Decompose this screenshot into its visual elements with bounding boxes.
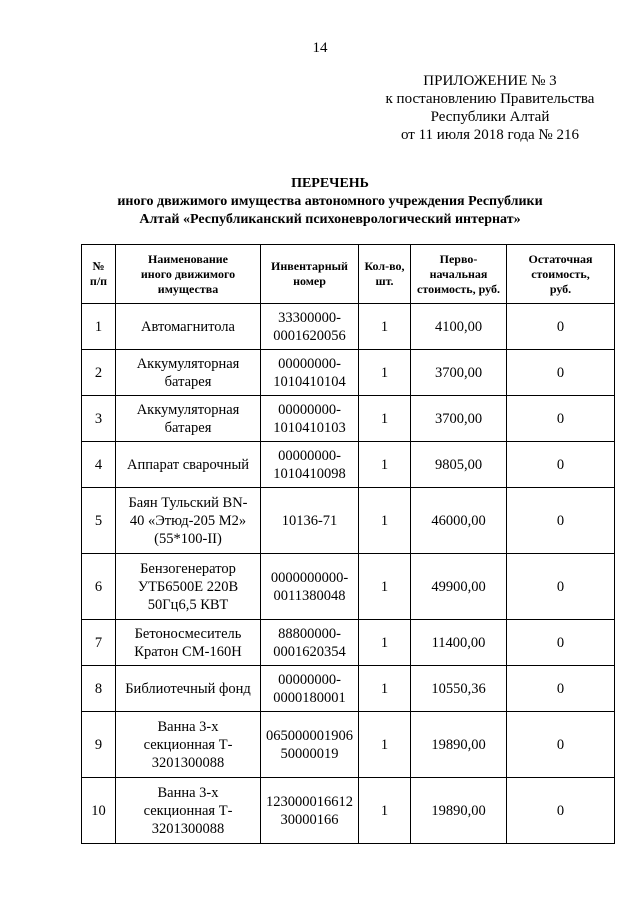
table-row xyxy=(82,396,615,442)
header-text-line: № xyxy=(92,259,105,273)
header-text-line: номер xyxy=(293,274,326,288)
appendix-line-2: к постановлению Правительства xyxy=(385,91,595,107)
title-line-2: Алтай «Республиканский психоневрологический интернат» xyxy=(139,212,521,227)
cell-text-line: Аппарат сварочный xyxy=(127,456,249,473)
cell-text-line: батарея xyxy=(164,419,212,436)
quantity-cell: 1 xyxy=(359,304,411,350)
row-number-cell: 5 xyxy=(82,488,116,554)
cell-text-line: Аккумуляторная xyxy=(136,355,240,372)
header-text-line: Остаточная xyxy=(528,251,593,266)
cell-text-line: 30000166 xyxy=(280,811,339,828)
initial-cost-cell: 3700,00 xyxy=(411,396,507,442)
cell-text-line: секционная Т- xyxy=(143,802,233,819)
table-row xyxy=(82,554,615,620)
table-row xyxy=(82,778,615,844)
row-number-cell: 3 xyxy=(82,396,116,442)
quantity-cell: 1 xyxy=(359,620,411,666)
title-line-1: иного движимого имущества автономного учреждения Республики xyxy=(117,194,543,209)
item-name-cell xyxy=(116,350,261,396)
header-residual-cost xyxy=(507,245,615,304)
cell-text-line: 00000000- xyxy=(278,671,341,688)
header-text-line: имущества xyxy=(157,281,219,296)
table-row xyxy=(82,488,615,554)
cell-text-line: Баян Тульский BN- xyxy=(128,494,248,511)
item-name-cell xyxy=(116,778,261,844)
cell-text-line: 33300000- xyxy=(278,309,341,326)
header-text-line: Инвентарный xyxy=(271,259,348,273)
page-number: 14 xyxy=(312,40,328,56)
header-text-line: Кол-во, xyxy=(364,259,405,273)
quantity-cell: 1 xyxy=(359,666,411,712)
table-row xyxy=(82,620,615,666)
inventory-number-cell xyxy=(261,488,359,554)
initial-cost-cell: 49900,00 xyxy=(411,554,507,620)
header-quantity xyxy=(359,245,411,304)
quantity-cell: 1 xyxy=(359,712,411,778)
item-name-cell xyxy=(116,488,261,554)
inventory-number-cell xyxy=(261,350,359,396)
row-number-cell: 10 xyxy=(82,778,116,844)
header-text-line: руб. xyxy=(549,281,572,296)
appendix-line-1: ПРИЛОЖЕНИЕ № 3 xyxy=(423,73,557,89)
initial-cost-cell: 9805,00 xyxy=(411,442,507,488)
quantity-cell: 1 xyxy=(359,442,411,488)
header-number xyxy=(82,245,116,304)
row-number-cell: 8 xyxy=(82,666,116,712)
cell-text-line: 065000001906 xyxy=(266,727,353,744)
initial-cost-cell: 4100,00 xyxy=(411,304,507,350)
cell-text-line: 00000000- xyxy=(278,355,341,372)
cell-text-line: 0011380048 xyxy=(273,587,346,604)
table-row xyxy=(82,712,615,778)
header-text-line: Наименование xyxy=(148,251,228,266)
inventory-number-cell xyxy=(261,554,359,620)
header-text-line: стоимость, руб. xyxy=(417,281,500,296)
residual-cost-cell: 0 xyxy=(507,554,615,620)
inventory-number-cell xyxy=(261,666,359,712)
cell-text-line: 40 «Этюд-205 М2» xyxy=(129,512,247,529)
table-row xyxy=(82,350,615,396)
residual-cost-cell: 0 xyxy=(507,712,615,778)
table-row xyxy=(82,442,615,488)
row-number-cell: 9 xyxy=(82,712,116,778)
quantity-cell: 1 xyxy=(359,778,411,844)
quantity-cell: 1 xyxy=(359,350,411,396)
residual-cost-cell: 0 xyxy=(507,778,615,844)
table-header-row xyxy=(82,245,615,304)
header-text-line: иного движимого xyxy=(140,266,236,281)
cell-text-line: 123000016612 xyxy=(266,793,353,810)
cell-text-line: батарея xyxy=(164,373,212,390)
cell-text-line: 0000000000- xyxy=(270,569,349,586)
cell-text-line: 88800000- xyxy=(278,625,341,642)
cell-text-line: 0001620056 xyxy=(273,327,346,344)
residual-cost-cell: 0 xyxy=(507,304,615,350)
cell-text-line: 00000000- xyxy=(278,401,341,418)
row-number-cell: 1 xyxy=(82,304,116,350)
appendix-block xyxy=(360,72,620,144)
cell-text-line: 0000180001 xyxy=(273,689,346,706)
inventory-number-cell xyxy=(261,442,359,488)
quantity-cell: 1 xyxy=(359,554,411,620)
quantity-cell: 1 xyxy=(359,488,411,554)
initial-cost-cell: 11400,00 xyxy=(411,620,507,666)
row-number-cell: 6 xyxy=(82,554,116,620)
residual-cost-cell: 0 xyxy=(507,620,615,666)
cell-text-line: (55*100-II) xyxy=(154,530,222,547)
inventory-number-cell xyxy=(261,396,359,442)
cell-text-line: 3201300088 xyxy=(151,754,225,771)
cell-text-line: Бензогенератор xyxy=(140,560,236,577)
item-name-cell xyxy=(116,442,261,488)
cell-text-line: УТБ6500Е 220В xyxy=(137,578,239,595)
property-table xyxy=(81,244,615,844)
item-name-cell xyxy=(116,554,261,620)
header-text-line: начальная xyxy=(429,266,488,281)
initial-cost-cell: 46000,00 xyxy=(411,488,507,554)
cell-text-line: Библиотечный фонд xyxy=(125,680,251,697)
cell-text-line: 1010410104 xyxy=(273,373,346,390)
header-text-line: стоимость, xyxy=(531,266,590,281)
cell-text-line: 10136-71 xyxy=(281,512,338,529)
cell-text-line: 1010410098 xyxy=(273,465,346,482)
inventory-number-cell xyxy=(261,712,359,778)
header-inventory xyxy=(261,245,359,304)
item-name-cell xyxy=(116,666,261,712)
residual-cost-cell: 0 xyxy=(507,396,615,442)
cell-text-line: 50Гц6,5 КВТ xyxy=(147,596,229,613)
title-heading: ПЕРЕЧЕНЬ xyxy=(291,176,369,191)
cell-text-line: Ванна 3-х xyxy=(157,718,219,735)
item-name-cell xyxy=(116,620,261,666)
row-number-cell: 2 xyxy=(82,350,116,396)
row-number-cell: 4 xyxy=(82,442,116,488)
cell-text-line: Аккумуляторная xyxy=(136,401,240,418)
row-number-cell: 7 xyxy=(82,620,116,666)
table-row xyxy=(82,304,615,350)
inventory-number-cell xyxy=(261,620,359,666)
appendix-line-3: Республики Алтай xyxy=(430,109,550,125)
table-row xyxy=(82,666,615,712)
quantity-cell: 1 xyxy=(359,396,411,442)
inventory-number-cell xyxy=(261,304,359,350)
initial-cost-cell: 3700,00 xyxy=(411,350,507,396)
cell-text-line: 0001620354 xyxy=(273,643,346,660)
cell-text-line: 1010410103 xyxy=(273,419,346,436)
header-text-line: п/п xyxy=(89,274,108,288)
residual-cost-cell: 0 xyxy=(507,350,615,396)
header-text-line: Перво- xyxy=(439,251,478,266)
cell-text-line: секционная Т- xyxy=(143,736,233,753)
cell-text-line: Ванна 3-х xyxy=(157,784,219,801)
cell-text-line: Кратон СМ-160Н xyxy=(134,643,242,660)
residual-cost-cell: 0 xyxy=(507,442,615,488)
appendix-line-4: от 11 июля 2018 года № 216 xyxy=(401,127,579,143)
document-title xyxy=(60,175,600,229)
header-text-line: шт. xyxy=(375,274,394,288)
header-name xyxy=(116,245,261,304)
initial-cost-cell: 19890,00 xyxy=(411,712,507,778)
cell-text-line: 3201300088 xyxy=(151,820,225,837)
item-name-cell xyxy=(116,712,261,778)
inventory-number-cell xyxy=(261,778,359,844)
item-name-cell xyxy=(116,396,261,442)
initial-cost-cell: 10550,36 xyxy=(411,666,507,712)
table-body xyxy=(82,304,615,844)
residual-cost-cell: 0 xyxy=(507,666,615,712)
cell-text-line: Автомагнитола xyxy=(141,318,235,335)
cell-text-line: 50000019 xyxy=(280,745,339,762)
header-initial-cost xyxy=(411,245,507,304)
residual-cost-cell: 0 xyxy=(507,488,615,554)
item-name-cell xyxy=(116,304,261,350)
cell-text-line: 00000000- xyxy=(278,447,341,464)
cell-text-line: Бетоносмеситель xyxy=(134,625,242,642)
initial-cost-cell: 19890,00 xyxy=(411,778,507,844)
